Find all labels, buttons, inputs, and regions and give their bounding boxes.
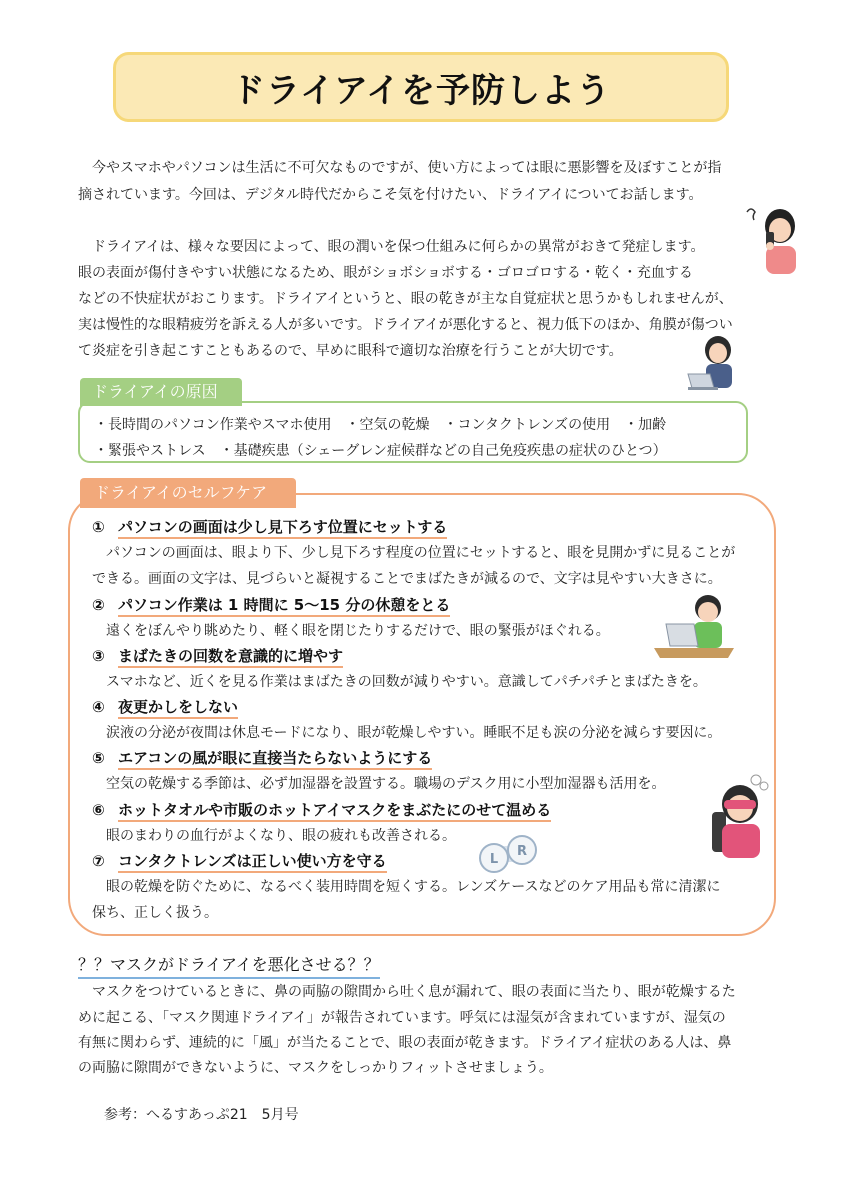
selfcare-item-body: 涙液の分泌が夜間は休息モードになり、眼が乾燥しやすい。睡眠不足も涙の分泌を減らす要因に。	[106, 725, 722, 741]
contact-lens-case-icon	[478, 834, 540, 874]
svg-text:R: R	[516, 844, 528, 859]
selfcare-item-title	[92, 594, 450, 615]
selfcare-item-body: 保ち、正しく扱う。	[92, 905, 218, 921]
woman-with-phone-icon	[744, 202, 802, 274]
selfcare-item-number: ③	[92, 647, 105, 665]
intro-line: 摘されています。今回は、デジタル時代だからこそ気を付けたい、ドライアイについてお話します。	[78, 187, 703, 203]
selfcare-item-body: パソコンの画面は、眼より下、少し見下ろす程度の位置にセットすると、眼を見開かずに見ることが	[106, 545, 736, 561]
selfcare-label: ドライアイのセルフケア	[80, 478, 296, 508]
man-at-laptop-icon	[652, 590, 736, 666]
selfcare-item-number: ②	[92, 596, 105, 614]
selfcare-item-title	[92, 516, 447, 537]
mask-heading: ？？マスクがドライアイを悪化させる？？	[78, 952, 380, 979]
selfcare-item-body: 遠くをぼんやり眺めたり、軽く眼を閉じたりするだけで、眼の緊張がほぐれる。	[106, 623, 610, 639]
description-line: などの不快症状がおこります。ドライアイというと、眼の乾きが主な自覚症状と思うかもしれませんが、	[78, 291, 733, 307]
selfcare-item-heading: パソコンの画面は少し見下ろす位置にセットする	[118, 518, 447, 539]
selfcare-item-heading: エアコンの風が眼に直接当たらないようにする	[118, 749, 432, 770]
selfcare-item-heading: パソコン作業は 1 時間に 5～15 分の休憩をとる	[118, 596, 450, 617]
mask-line: マスクをつけているときに、鼻の両脇の隙間から吐く息が漏れて、眼の表面に当たり、眼が乾燥するた	[92, 984, 736, 1000]
selfcare-item-number: ⑦	[92, 852, 105, 870]
woman-eye-mask-icon	[708, 772, 772, 860]
intro-line: 今やスマホやパソコンは生活に不可欠なものですが、使い方によっては眼に悪影響を及ぼすことが指	[92, 160, 722, 176]
woman-at-laptop-icon	[684, 330, 742, 392]
cause-line: ・長時間のパソコン作業やスマホ使用 ・空気の乾燥 ・コンタクトレンズの使用 ・加齢	[94, 417, 667, 433]
causes-label: ドライアイの原因	[80, 378, 242, 406]
selfcare-item-title	[92, 645, 343, 666]
reference-note: 参考：へるすあっぷ21 5月号	[104, 1107, 299, 1123]
selfcare-item-body: 眼のまわりの血行がよくなり、眼の疲れも改善される。	[106, 828, 456, 844]
selfcare-item-title	[92, 747, 432, 768]
selfcare-item-heading: コンタクトレンズは正しい使い方を守る	[118, 852, 387, 873]
selfcare-item-body: 空気の乾燥する季節は、必ず加湿器を設置する。職場のデスク用に小型加湿器も活用を。	[106, 776, 666, 792]
cause-line: ・緊張やストレス ・基礎疾患（シェーグレン症候群などの自己免疫疾患の症状のひとつ）	[94, 443, 667, 459]
mask-line: の両脇に隙間ができないように、マスクをしっかりフィットさせましょう。	[78, 1060, 553, 1076]
selfcare-item-title	[92, 850, 387, 871]
selfcare-item-title	[92, 799, 551, 820]
selfcare-item-heading: 夜更かしをしない	[118, 698, 238, 719]
description-line: ドライアイは、様々な要因によって、眼の潤いを保つ仕組みに何らかの異常がおきて発症します。	[92, 239, 705, 255]
mask-line: めに起こる、「マスク関連ドライアイ」が報告されています。呼気には湿気が含まれていますが、湿気の	[78, 1010, 726, 1026]
svg-text:L: L	[489, 852, 499, 867]
selfcare-item-number: ⑥	[92, 801, 105, 819]
selfcare-item-number: ④	[92, 698, 105, 716]
selfcare-item-title	[92, 696, 238, 717]
selfcare-item-body: 眼の乾燥を防ぐために、なるべく装用時間を短くする。レンズケースなどのケア用品も常に清潔に	[106, 879, 721, 895]
description-line: 眼の表面が傷付きやすい状態になるため、眼がショボショボする・ゴロゴロする・乾く・充血する	[78, 265, 693, 281]
selfcare-item-heading: ホットタオルや市販のホットアイマスクをまぶたにのせて温める	[118, 801, 551, 822]
selfcare-item-heading: まばたきの回数を意識的に増やす	[118, 647, 343, 668]
mask-line: 有無に関わらず、連続的に「風」が当たることで、眼の表面が乾きます。ドライアイ症状のある人は、鼻	[78, 1035, 732, 1051]
selfcare-item-body: スマホなど、近くを見る作業はまばたきの回数が減りやすい。意識してパチパチとまばたきを。	[106, 674, 707, 690]
description-line: て炎症を引き起こすこともあるので、早めに眼科で適切な治療を行うことが大切です。	[78, 343, 623, 359]
selfcare-item-number: ⑤	[92, 749, 105, 767]
title-banner	[113, 52, 729, 122]
selfcare-item-number: ①	[92, 518, 105, 536]
description-line: 実は慢性的な眼精疲労を訴える人が多いです。ドライアイが悪化すると、視力低下のほか、角膜が傷つい	[78, 317, 733, 333]
selfcare-item-body: できる。画面の文字は、見づらいと凝視することでまばたきが減るので、文字は見やすい大きさに。	[92, 571, 722, 587]
page-title: ドライアイを予防しよう	[231, 70, 611, 111]
